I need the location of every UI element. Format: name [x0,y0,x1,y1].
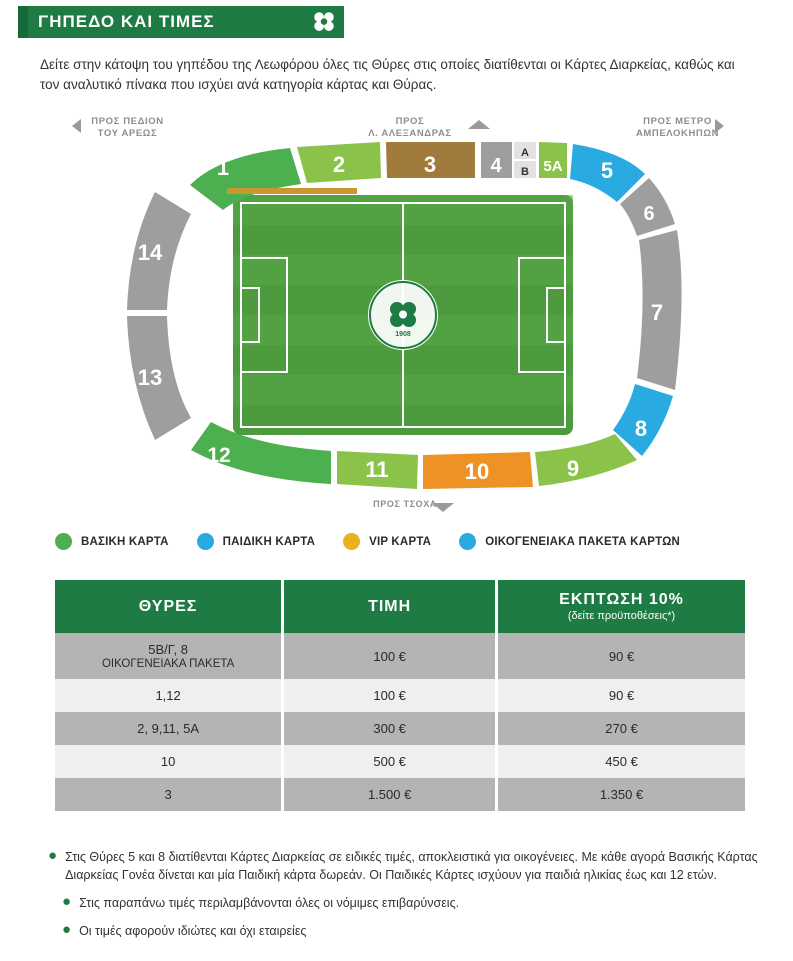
gate-label-7: 7 [650,300,664,325]
legend-item-label: ΠΑΙΔΙΚΗ ΚΑΡΤΑ [222,535,316,548]
gate-label-1: 1 [216,155,230,180]
direction-top-line1: ΠΡΟΣ [395,116,425,127]
gate-label-12: 12 [207,444,231,467]
table-cell-price: 100 € [283,679,497,712]
note-item [48,894,768,912]
stadium-map [115,140,685,490]
legend-color-dot [197,533,214,550]
legend-item-family [459,533,680,550]
legend-color-dot [459,533,476,550]
legend-item-label: ΒΑΣΙΚΗ ΚΑΡΤΑ [81,535,169,548]
note-text: Οι τιμές αφορούν ιδιώτες και όχι εταιρείες [79,924,307,938]
svg-text:1908: 1908 [395,331,411,338]
legend-item-child [197,533,315,550]
legend-item-label: VIP ΚΑΡΤΑ [369,535,432,548]
table-row [55,633,745,679]
panathinaikos-clover-logo [370,282,436,348]
gate-label-6: 6 [643,203,655,225]
note-text: Στις Θύρες 5 και 8 διατίθενται Κάρτες Διαρκείας σε ειδικές τιμές, αποκλειστικά για οικογένειες. Με κάθε αγορά Βασικής Κάρτας Διαρκείας Γονέα δίνεται και μία Παιδική κάρτα δωρεάν. Οι Παιδικές Κάρτες ισχύουν για παιδιά ηλικίας έως και 12 ετών. [65,850,758,882]
intro-paragraph: Δείτε στην κάτοψη του γηπέδου της Λεωφόρου όλες τις Θύρες στις οποίες διατίθενται οι Κάρτες Διαρκείας, καθώς και τον αναλυτικό πίνακα που ισχύει ανά κατηγορία κάρτας και Θύρας. [40,57,735,92]
arrow-right-icon [715,119,724,133]
legend-item-label: ΟΙΚΟΓΕΝΕΙΑΚΑ ΠΑΚΕΤΑ ΚΑΡΤΩΝ [485,535,681,548]
table-cell-discount: 450 € [497,745,745,778]
table-cell-gates: 2, 9,11, 5Α [55,712,283,745]
table-cell-discount: 90 € [497,679,745,712]
table-header-discount-sub: (δείτε προϋποθέσεις*) [567,610,676,622]
banner-accent-bar [18,6,28,38]
table-cell-gates: 3 [55,778,283,811]
direction-label-top [345,116,475,140]
table-row [55,679,745,712]
direction-left-line2: ΤΟΥ ΑΡΕΩΣ [97,128,158,139]
direction-label-bottom: ΠΡΟΣ ΤΣΟΧΑ [373,499,437,509]
table-cell-discount: 90 € [497,633,745,679]
table-cell-discount: 1.350 € [497,778,745,811]
gate-label-14: 14 [137,240,163,265]
table-cell-gates-sub: ΟΙΚΟΓΕΝΕΙΑΚΑ ΠΑΚΕΤΑ [101,658,235,670]
gate-label-11: 11 [365,457,389,482]
table-row [55,712,745,745]
page-title: ΓΗΠΕΔΟ ΚΑΙ ΤΙΜΕΣ [38,12,215,31]
bullet-icon: ● [62,893,72,910]
gate-label-2: 2 [332,152,346,177]
table-cell-gates: 10 [55,745,283,778]
legend-color-dot [343,533,360,550]
direction-label-left [70,116,185,140]
price-table [55,580,745,811]
direction-left-line1: ΠΡΟΣ ΠΕΔΙΟΝ [91,116,164,127]
page-header-banner [18,6,344,38]
direction-right-line2: ΑΜΠΕΛΟΚΗΠΩΝ [635,128,720,139]
notes-list [48,848,768,950]
arrow-down-icon [432,503,454,512]
gate-label-4: 4 [490,155,502,177]
arrow-up-icon [468,120,490,129]
gate-label-9: 9 [566,456,580,481]
table-header-row [55,580,745,633]
gate-label-5A: 5A [543,158,563,175]
gate-label-4A: A [521,147,529,159]
table-header-discount-main: ΕΚΠΤΩΣΗ 10% [559,591,684,608]
gate-label-13: 13 [137,365,163,390]
table-header-gates: ΘΥΡΕΣ [55,580,283,633]
table-cell-price: 300 € [283,712,497,745]
table-cell-price: 100 € [283,633,497,679]
table-cell-gates [55,633,283,679]
direction-right-line1: ΠΡΟΣ ΜΕΤΡΟ [643,116,712,127]
table-cell-gates: 1,12 [55,679,283,712]
bullet-icon: ● [62,921,72,938]
gate-label-8: 8 [634,416,648,441]
note-text: Στις παραπάνω τιμές περιλαμβάνονται όλες οι νόμιμες επιβαρύνσεις. [79,896,460,910]
direction-top-line2: Λ. ΑΛΕΞΑΝΔΡΑΣ [368,128,452,139]
table-row [55,745,745,778]
table-cell-gates-main: 5Β/Γ, 8 [148,642,188,657]
legend-item-basic [55,533,169,550]
note-item [48,848,768,884]
table-header-price: ΤΙΜΗ [283,580,497,633]
gate-label-10: 10 [464,459,490,484]
bullet-icon: ● [48,847,58,864]
table-header-discount [497,580,745,633]
gate-label-4B: B [521,166,529,178]
note-item [48,922,768,940]
legend [55,533,755,550]
table-row [55,778,745,811]
legend-item-vip [343,533,431,550]
legend-color-dot [55,533,72,550]
table-cell-price: 500 € [283,745,497,778]
gate-label-5: 5 [600,158,614,183]
gate-label-3: 3 [423,152,437,177]
table-cell-price: 1.500 € [283,778,497,811]
clover-icon [304,9,344,35]
table-cell-discount: 270 € [497,712,745,745]
